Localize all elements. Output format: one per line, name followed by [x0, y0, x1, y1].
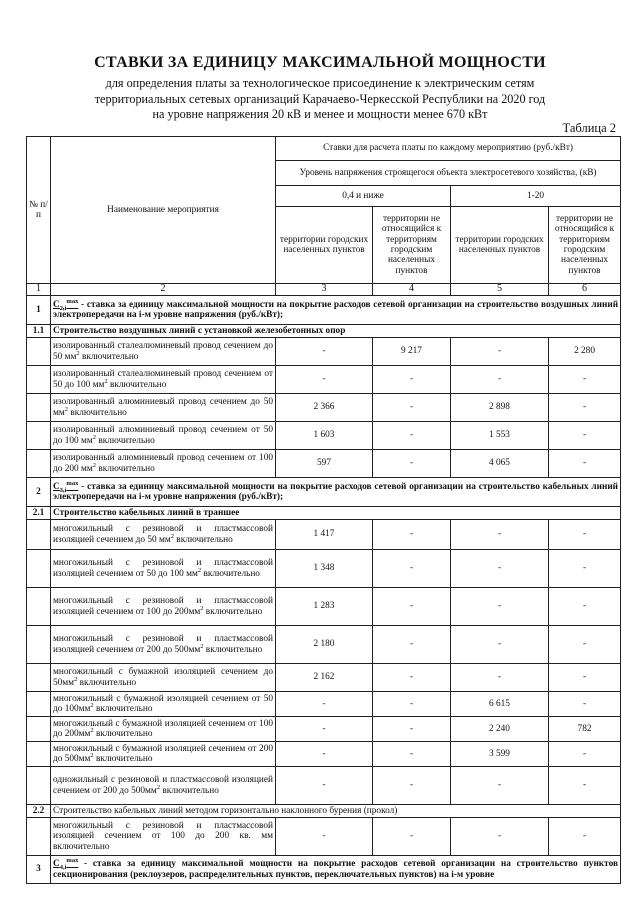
- section-number: 3: [27, 856, 51, 884]
- rate-value-cell: 1 553: [451, 422, 549, 450]
- subtitle-line-2: территориальных сетевых организаций Карачаево-Черкесской Республики на 2020 год: [94, 92, 546, 106]
- rate-value-cell: -: [373, 394, 451, 422]
- section-number: 2: [27, 478, 51, 507]
- section-number: 1: [27, 296, 51, 325]
- rate-value-cell: 6 615: [451, 692, 549, 717]
- table-row: [27, 394, 621, 422]
- rate-value-cell: -: [373, 717, 451, 742]
- header-voltage-high: 1-20: [451, 186, 621, 207]
- row-number-cell: [27, 692, 51, 717]
- rate-value-cell: -: [451, 338, 549, 366]
- rate-value-cell: -: [451, 626, 549, 664]
- rate-value-cell: -: [549, 394, 621, 422]
- row-number-cell: [27, 366, 51, 394]
- subsection-row: [27, 805, 621, 818]
- col-number: 4: [373, 284, 451, 296]
- rate-value-cell: -: [373, 742, 451, 767]
- rate-value-cell: -: [549, 626, 621, 664]
- row-number-cell: [27, 767, 51, 805]
- row-name-cell: многожильный с бумажной изоляцией сечением до $50мм^2$ включительно: [51, 664, 276, 692]
- table-row: [27, 767, 621, 805]
- section-number: 2.1: [27, 507, 51, 520]
- rate-value-cell: 9 217: [373, 338, 451, 366]
- col-number: 1: [27, 284, 51, 296]
- row-number-cell: [27, 818, 51, 856]
- col-number: 2: [51, 284, 276, 296]
- row-number-cell: [27, 450, 51, 478]
- row-name-cell: многожильный с резиновой и пластмассовой изоляцией сечением от 200 до $500мм^2$ включительно: [51, 626, 276, 664]
- header-num: № п/п: [27, 137, 51, 284]
- rate-value-cell: -: [549, 742, 621, 767]
- section-title: $С_{3,i}^{max}$ - ставка за единицу максимальной мощности на покрытие расходов сетевой организации на строительство кабельных линий электропередачи на i-м уровне напряжения (руб./кВт);: [51, 478, 621, 507]
- rate-value-cell: -: [549, 692, 621, 717]
- section-title: $С_{4,i}^{max}$ - ставка за единицу максимальной мощности на покрытие расходов сетевой организации на строительство пунктов секционирования (реклоузеров, распределительных пунктов, переключательных пунктов) на i-м уровне: [51, 856, 621, 884]
- row-name-cell: изолированный сталеалюминевый провод сечением до 50 $мм^2$ включительно: [51, 338, 276, 366]
- rates-table: [26, 136, 621, 884]
- subsection-row: [27, 507, 621, 520]
- rate-value-cell: -: [276, 742, 373, 767]
- rate-value-cell: -: [451, 366, 549, 394]
- table-row: [27, 742, 621, 767]
- rate-value-cell: -: [373, 818, 451, 856]
- header-non-urban-low: территории не относящийся к территориям городским населенных пунктов: [373, 207, 451, 284]
- row-number-cell: [27, 422, 51, 450]
- row-name-cell: многожильный с резиновой и пластмассовой изоляцией сечением от 100 до 200 кв. мм включительно: [51, 818, 276, 856]
- col-number: 6: [549, 284, 621, 296]
- section-title: $С_{2,i}^{max}$ - ставка за единицу максимальной мощности на покрытие расходов сетевой организации на строительство воздушных линий электропередачи на i-м уровне напряжения (руб./кВт);: [51, 296, 621, 325]
- rate-value-cell: 1 603: [276, 422, 373, 450]
- rate-value-cell: -: [549, 767, 621, 805]
- header-voltage: Уровень напряжения строящегося объекта электросетевого хозяйства, (кВ): [276, 161, 621, 186]
- col-number: 3: [276, 284, 373, 296]
- table-row: [27, 664, 621, 692]
- rate-value-cell: -: [276, 818, 373, 856]
- section-title: Строительство кабельных линий методом горизонтально наклонного бурения (прокол): [51, 805, 621, 818]
- row-number-cell: [27, 717, 51, 742]
- rate-value-cell: -: [373, 366, 451, 394]
- table-row: [27, 717, 621, 742]
- row-number-cell: [27, 550, 51, 588]
- rate-value-cell: -: [549, 422, 621, 450]
- table-row: [27, 692, 621, 717]
- rate-value-cell: 597: [276, 450, 373, 478]
- rate-value-cell: -: [451, 664, 549, 692]
- rate-value-cell: 2 366: [276, 394, 373, 422]
- table-row: [27, 550, 621, 588]
- row-number-cell: [27, 742, 51, 767]
- rate-value-cell: 1 417: [276, 520, 373, 550]
- section-row: [27, 296, 621, 325]
- rate-value-cell: -: [549, 818, 621, 856]
- section-title: Строительство кабельных линий в траншее: [51, 507, 621, 520]
- rate-value-cell: 2 898: [451, 394, 549, 422]
- row-name-cell: многожильный с бумажной изоляцией сечением от 200 до $500мм^2$ включительно: [51, 742, 276, 767]
- rate-value-cell: 2 162: [276, 664, 373, 692]
- header-name: Наименование мероприятия: [51, 137, 276, 284]
- row-number-cell: [27, 520, 51, 550]
- rate-value-cell: 4 065: [451, 450, 549, 478]
- table-row: [27, 626, 621, 664]
- rate-value-cell: -: [549, 550, 621, 588]
- col-number: 5: [451, 284, 549, 296]
- row-number-cell: [27, 394, 51, 422]
- row-number-cell: [27, 626, 51, 664]
- row-number-cell: [27, 664, 51, 692]
- header-urban-high: территории городских населенных пунктов: [451, 207, 549, 284]
- row-number-cell: [27, 588, 51, 626]
- row-name-cell: одножильный с резиновой и пластмассовой изоляцией сечением от 200 до $500мм^2$ включительно: [51, 767, 276, 805]
- row-name-cell: изолированный алюминиевый провод сечением от 50 до 100 $мм^2$ включительно: [51, 422, 276, 450]
- header-urban-low: территории городских населенных пунктов: [276, 207, 373, 284]
- rate-value-cell: -: [549, 450, 621, 478]
- table-row: [27, 422, 621, 450]
- column-numbers-row: [27, 284, 621, 296]
- rate-value-cell: 2 240: [451, 717, 549, 742]
- rate-value-cell: -: [373, 450, 451, 478]
- rate-value-cell: -: [451, 588, 549, 626]
- header-voltage-low: 0,4 и ниже: [276, 186, 451, 207]
- rate-value-cell: -: [373, 664, 451, 692]
- section-row: [27, 478, 621, 507]
- rate-value-cell: -: [373, 767, 451, 805]
- section-title: Строительство воздушных линий с установкой железобетонных опор: [51, 325, 621, 338]
- table-label: Таблица 2: [562, 121, 616, 135]
- header-non-urban-high: территории не относящийся к территориям городским населенных пунктов: [549, 207, 621, 284]
- rate-value-cell: -: [276, 717, 373, 742]
- table-row: [27, 366, 621, 394]
- rate-value-cell: -: [373, 588, 451, 626]
- rate-value-cell: -: [276, 338, 373, 366]
- rate-value-cell: 2 280: [549, 338, 621, 366]
- rate-value-cell: -: [451, 550, 549, 588]
- rate-value-cell: -: [276, 767, 373, 805]
- row-number-cell: [27, 338, 51, 366]
- section-number: 2.2: [27, 805, 51, 818]
- table-row: [27, 588, 621, 626]
- subtitle-line-3: на уровне напряжения 20 кВ и менее и мощности менее 670 кВт: [152, 107, 488, 121]
- rate-value-cell: -: [373, 520, 451, 550]
- row-name-cell: многожильный с резиновой и пластмассовой изоляцией сечением от 100 до $200мм^2$ включительно: [51, 588, 276, 626]
- subsection-row: [27, 325, 621, 338]
- rate-value-cell: -: [373, 692, 451, 717]
- rate-value-cell: 3 599: [451, 742, 549, 767]
- row-name-cell: многожильный с резиновой и пластмассовой изоляцией сечением от 50 до 100 $мм^2$ включительно: [51, 550, 276, 588]
- rate-value-cell: 1 348: [276, 550, 373, 588]
- document-title: СТАВКИ ЗА ЕДИНИЦУ МАКСИМАЛЬНОЙ МОЩНОСТИ: [94, 54, 546, 71]
- table-row: [27, 818, 621, 856]
- rate-value-cell: -: [451, 520, 549, 550]
- row-name-cell: многожильный с бумажной изоляцией сечением от 100 до $200мм^2$ включительно: [51, 717, 276, 742]
- subtitle-line-1: для определения платы за технологическое присоединение к электрическим сетям: [105, 76, 535, 90]
- row-name-cell: изолированный алюминиевый провод сечением до 50 $мм^2$ включительно: [51, 394, 276, 422]
- rate-value-cell: -: [549, 366, 621, 394]
- rate-value-cell: -: [276, 366, 373, 394]
- rate-value-cell: -: [373, 626, 451, 664]
- rate-value-cell: -: [451, 818, 549, 856]
- rate-value-cell: -: [373, 422, 451, 450]
- rate-value-cell: -: [549, 664, 621, 692]
- row-name-cell: изолированный сталеалюминевый провод сечением от 50 до 100 $мм^2$ включительно: [51, 366, 276, 394]
- section-number: 1.1: [27, 325, 51, 338]
- row-name-cell: многожильный с резиновой и пластмассовой изоляцией сечением до 50 $мм^2$ включительно: [51, 520, 276, 550]
- section-row: [27, 856, 621, 884]
- rate-value-cell: 2 180: [276, 626, 373, 664]
- rate-value-cell: -: [549, 520, 621, 550]
- rate-value-cell: 782: [549, 717, 621, 742]
- header-rates: Ставки для расчета платы по каждому мероприятию (руб./кВт): [276, 137, 621, 161]
- rate-value-cell: -: [451, 767, 549, 805]
- rate-value-cell: -: [373, 550, 451, 588]
- rate-value-cell: -: [549, 588, 621, 626]
- table-row: [27, 450, 621, 478]
- table-row: [27, 520, 621, 550]
- table-row: [27, 338, 621, 366]
- rate-value-cell: -: [276, 692, 373, 717]
- row-name-cell: многожильный с бумажной изоляцией сечением от 50 до $100мм^2$ включительно: [51, 692, 276, 717]
- row-name-cell: изолированный алюминиевый провод сечением от 100 до 200 $мм^2$ включительно: [51, 450, 276, 478]
- rate-value-cell: 1 283: [276, 588, 373, 626]
